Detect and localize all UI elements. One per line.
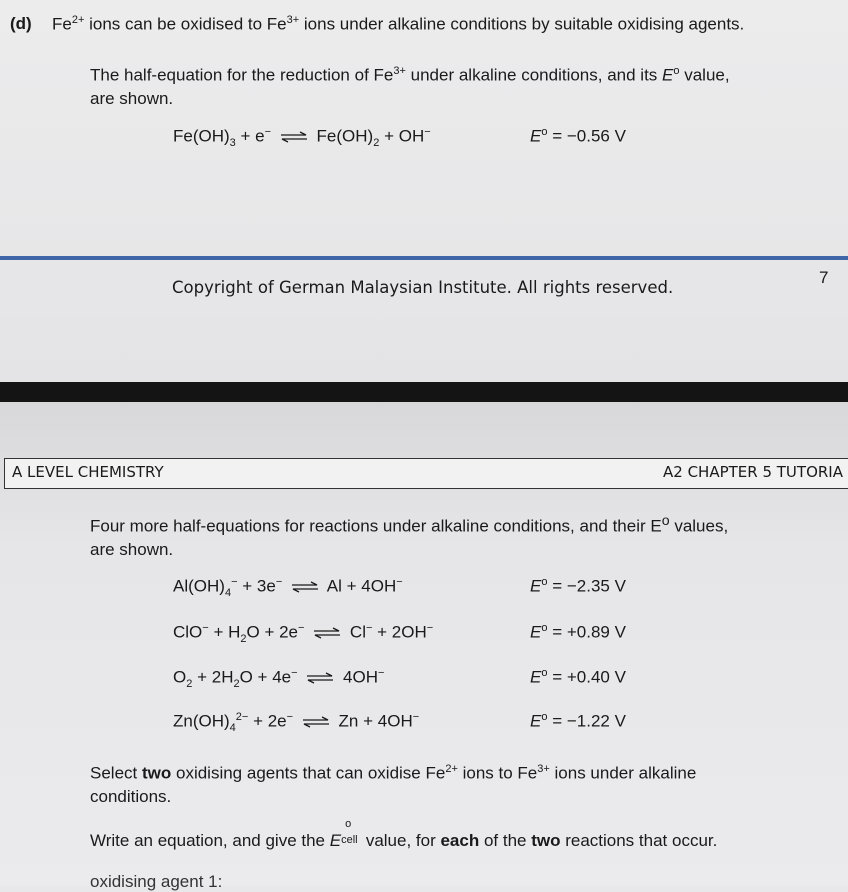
page-number: 7 [819, 268, 829, 287]
al-eo-value: $E^o = -2.35$ V [530, 576, 626, 596]
ecell-subscript: o cell [341, 818, 358, 846]
write-instruction: Write an equation, and give the E o cell value, for each of the two reactions that occur. [90, 818, 718, 850]
zn-half-equation: $Zn(OH)_4^{2-} + 2e^-$ Zn + 4OH− [173, 711, 420, 735]
copyright-text: Copyright of German Malaysian Institute. All rights reserved. [172, 278, 674, 297]
equilibrium-arrow-icon [291, 581, 319, 593]
page-7-top [0, 0, 848, 385]
fe-eo-value: $E^o = -0.56$ V [530, 126, 626, 146]
equilibrium-arrow-icon [302, 716, 330, 728]
question-intro: $Fe^{2+}$ ions can be oxidised to $Fe^{3+}$ ions under alkaline conditions by suitable oxidising agents. [52, 14, 745, 34]
select-instruction: Select two oxidising agents that can oxidise $Fe^{2+}$ ions to $Fe^{3+}$ ions under alkaline conditions. [90, 763, 697, 806]
footer-rule [0, 256, 848, 260]
question-label: (d) [10, 14, 32, 33]
equilibrium-arrow-icon [280, 131, 308, 143]
equilibrium-arrow-icon [306, 672, 334, 684]
fe-half-equation: $Fe(OH)_3 + e^-$ $Fe(OH)_2 + OH^-$ [173, 126, 431, 150]
equilibrium-arrow-icon [313, 627, 341, 639]
al-half-equation: $Al(OH)_4^- + 3e^-$ Al + 4OH− [173, 576, 403, 600]
four-equations-intro: Four more half-equations for reactions under alkaline conditions, and their $E^o$ values, are shown. [90, 513, 729, 559]
clo-half-equation: $ClO^- + H_2O + 2e^-$ Cl− + 2OH− [173, 622, 434, 646]
o2-half-equation: $O_2 + 2H_2O + 4e^-$ 4OH− [173, 667, 385, 691]
header-left: A LEVEL CHEMISTRY [12, 463, 164, 481]
clo-eo-value: $E^o = +0.89$ V [530, 622, 626, 642]
o2-eo-value: $E^o = +0.40$ V [530, 667, 626, 687]
answer-label-partial: oxidising agent 1: [90, 872, 223, 891]
page-gap [0, 382, 848, 402]
zn-eo-value: $E^o = -1.22$ V [530, 711, 626, 731]
half-equation-intro: The half-equation for the reduction of $Fe^{3+}$ under alkaline conditions, and its $E^o$ value, are shown. [90, 65, 730, 108]
header-right: A2 CHAPTER 5 TUTORIA [663, 463, 843, 481]
